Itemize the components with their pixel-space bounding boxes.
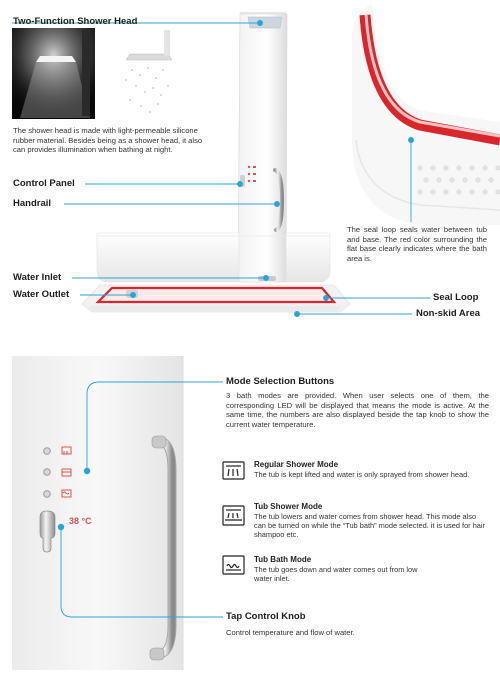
shower-panel xyxy=(238,12,287,282)
mode-tub-shower-title: Tub Shower Mode xyxy=(254,502,323,511)
tub-bath-icon xyxy=(223,556,244,574)
tap-knob-description: Control temperature and flow of water. xyxy=(226,628,355,637)
shower-head-description: The shower head is made with light-permeable silicone rubber material. Besides being as a shower head, it also can provides illumination when bathing at night. xyxy=(13,126,203,155)
mode-regular-title: Regular Shower Mode xyxy=(254,460,339,469)
tub-base xyxy=(82,285,350,312)
label-seal-loop: Seal Loop xyxy=(433,292,479,303)
mode-regular-description: The tub is kept lifted and water is only sprayed from shower head. xyxy=(254,470,470,479)
panel-closeup xyxy=(12,356,183,670)
shower-head-night-photo xyxy=(12,28,95,119)
shower-head-title: Two-Function Shower Head xyxy=(13,16,138,27)
mode-selection-title: Mode Selection Buttons xyxy=(226,376,335,387)
label-water-inlet: Water Inlet xyxy=(13,272,62,283)
label-control-panel: Control Panel xyxy=(13,178,75,189)
mode-tub-bath-description: The tub goes down and water comes out from low water inlet. xyxy=(254,565,418,584)
tub-shower-icon xyxy=(223,506,244,525)
mode-selection-description: 3 bath modes are provided. When user selects one of them, the corresponding LED will be displayed that means the mode is active. At the same time, the numbers are also displayed beside the tap knob to show the current water temperature. xyxy=(226,391,489,429)
label-non-skid-area: Non-skid Area xyxy=(416,308,481,319)
tub xyxy=(97,233,330,282)
regular-shower-icon xyxy=(223,462,244,479)
seal-loop-description: The seal loop seals water between tub and base. The red color surrounding the flat base clearly indicates where the bath area is. xyxy=(347,225,487,263)
label-water-outlet: Water Outlet xyxy=(13,289,70,300)
tap-knob-title: Tap Control Knob xyxy=(226,611,306,622)
mode-tub-bath-title: Tub Bath Mode xyxy=(254,555,312,564)
mode-tub-shower-description: The tub lowers and water comes from shower head. This mode also can be turned on while the “Tub bath” mode selected. it is used for hair shampoo etc. xyxy=(254,512,486,540)
label-handrail: Handrail xyxy=(13,198,52,209)
seal-loop-closeup xyxy=(352,0,500,225)
temperature-readout: 38 °C xyxy=(69,516,92,526)
shower-head-spray-photo xyxy=(117,28,177,119)
